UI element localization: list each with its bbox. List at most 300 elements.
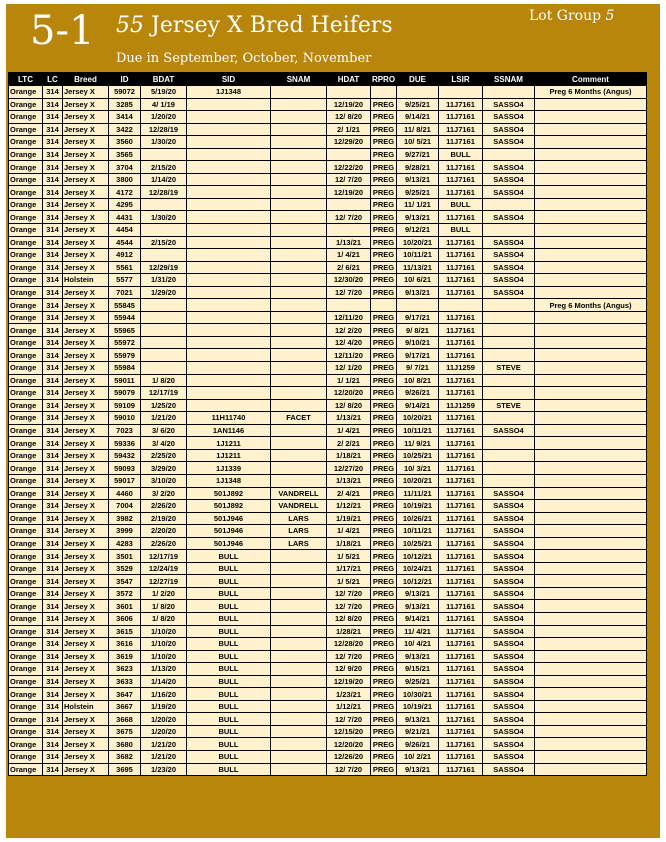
cell-breed: Jersey X [63,638,109,651]
cell-id: 4283 [109,537,141,550]
cell-ssnam: SASSO4 [483,750,535,763]
cell-ltc: Orange [9,349,43,362]
cell-bdat [141,324,187,337]
cell-sid [187,198,271,211]
cell-ssnam [483,449,535,462]
cell-bdat: 12/27/19 [141,575,187,588]
cell-rpro: PREG [371,750,397,763]
table-row [9,123,647,136]
cell-snam [271,650,327,663]
cell-snam [271,387,327,400]
cell-sid: BULL [187,587,271,600]
table-body [9,86,647,776]
title-text: Jersey X Bred Heifers [144,13,393,38]
cell-ltc: Orange [9,688,43,701]
cell-ltc: Orange [9,249,43,262]
cell-ssnam [483,224,535,237]
cell-id: 3999 [109,525,141,538]
cell-snam [271,111,327,124]
cell-snam: FACET [271,412,327,425]
cell-lsir: 11J7161 [439,725,483,738]
table-row [9,249,647,262]
cell-breed: Jersey X [63,562,109,575]
cell-sid [187,123,271,136]
cell-lc: 314 [43,550,63,563]
cell-due: 9/ 7/21 [397,362,439,375]
cell-id: 4460 [109,487,141,500]
cell-lc: 314 [43,437,63,450]
cell-lc: 314 [43,412,63,425]
cell-rpro: PREG [371,449,397,462]
cell-lsir: 11J7161 [439,625,483,638]
cell-rpro: PREG [371,387,397,400]
cell-bdat: 1/16/20 [141,688,187,701]
cell-ltc: Orange [9,123,43,136]
cell-id: 3615 [109,625,141,638]
cell-ltc: Orange [9,550,43,563]
cell-lsir: 11J7161 [439,738,483,751]
table-row [9,173,647,186]
cell-due: 9/10/21 [397,336,439,349]
cell-rpro: PREG [371,362,397,375]
cell-snam [271,738,327,751]
cell-snam: VANDRELL [271,487,327,500]
cell-comment [535,500,647,513]
cell-snam [271,123,327,136]
cell-comment [535,688,647,701]
cell-lsir: 11J7161 [439,324,483,337]
cell-ssnam: SASSO4 [483,738,535,751]
cell-lc: 314 [43,675,63,688]
cell-lsir: 11J7161 [439,750,483,763]
cell-snam [271,750,327,763]
table-row [9,98,647,111]
cell-ssnam: SASSO4 [483,700,535,713]
cell-snam [271,98,327,111]
cell-lsir: 11J7161 [439,763,483,776]
cell-comment [535,274,647,287]
cell-hdat: 12/ 8/20 [327,111,371,124]
cell-rpro: PREG [371,575,397,588]
cell-id: 3601 [109,600,141,613]
cell-breed: Jersey X [63,399,109,412]
cell-rpro: PREG [371,286,397,299]
cell-snam [271,713,327,726]
cell-lc: 314 [43,575,63,588]
cell-hdat: 12/ 7/20 [327,600,371,613]
cell-ssnam: SASSO4 [483,274,535,287]
cell-rpro: PREG [371,525,397,538]
cell-sid [187,362,271,375]
cell-ssnam: SASSO4 [483,512,535,525]
cell-rpro: PREG [371,123,397,136]
cell-comment [535,763,647,776]
cell-ltc: Orange [9,625,43,638]
cell-id: 5561 [109,261,141,274]
cell-rpro: PREG [371,587,397,600]
cell-comment [535,449,647,462]
cell-hdat: 12/22/20 [327,161,371,174]
cell-due: 10/24/21 [397,562,439,575]
cell-rpro: PREG [371,173,397,186]
cell-lsir: 11J7161 [439,374,483,387]
cell-due [397,299,439,312]
cell-hdat [327,224,371,237]
cell-lc: 314 [43,299,63,312]
cell-id: 3422 [109,123,141,136]
cell-ssnam [483,324,535,337]
cell-breed: Jersey X [63,261,109,274]
cell-bdat: 1/31/20 [141,274,187,287]
cell-bdat: 1/21/20 [141,750,187,763]
cell-comment [535,650,647,663]
table-row [9,474,647,487]
cell-ltc: Orange [9,587,43,600]
cell-lc: 314 [43,625,63,638]
cell-hdat: 1/ 4/21 [327,249,371,262]
cell-lsir: 11J7161 [439,587,483,600]
table-row [9,738,647,751]
cell-hdat: 12/30/20 [327,274,371,287]
cell-lc: 314 [43,123,63,136]
cell-ltc: Orange [9,663,43,676]
cell-id: 3560 [109,136,141,149]
cell-lsir [439,86,483,99]
cell-rpro: PREG [371,437,397,450]
cell-rpro: PREG [371,336,397,349]
cell-ssnam [483,148,535,161]
cell-lc: 314 [43,688,63,701]
cell-lsir: 11J7161 [439,525,483,538]
cell-sid: BULL [187,612,271,625]
table-row [9,111,647,124]
cell-due: 10/19/21 [397,700,439,713]
cell-rpro: PREG [371,311,397,324]
table-row [9,713,647,726]
table-row [9,412,647,425]
cell-ssnam: SASSO4 [483,261,535,274]
cell-lsir: 11J7161 [439,562,483,575]
cell-hdat [327,299,371,312]
cell-id: 3675 [109,725,141,738]
cell-sid [187,324,271,337]
cell-bdat: 1/10/20 [141,650,187,663]
cell-due: 11/ 4/21 [397,625,439,638]
cell-ltc: Orange [9,362,43,375]
cell-bdat: 2/15/20 [141,161,187,174]
cell-lsir: 11J7161 [439,349,483,362]
cell-breed: Jersey X [63,650,109,663]
cell-due: 9/26/21 [397,387,439,400]
cell-comment [535,186,647,199]
cell-bdat: 3/29/20 [141,462,187,475]
cell-comment [535,462,647,475]
cell-ssnam: SASSO4 [483,575,535,588]
cell-bdat [141,311,187,324]
cell-lc: 314 [43,136,63,149]
cell-comment: Preg 6 Months (Angus) [535,299,647,312]
cell-lc: 314 [43,186,63,199]
cell-comment [535,261,647,274]
cell-lc: 314 [43,249,63,262]
cell-bdat: 2/25/20 [141,449,187,462]
cell-bdat: 12/17/19 [141,550,187,563]
cell-id: 3668 [109,713,141,726]
table-row [9,700,647,713]
cell-ssnam [483,474,535,487]
cell-ssnam [483,311,535,324]
cell-rpro: PREG [371,186,397,199]
cell-rpro: PREG [371,675,397,688]
cell-lc: 314 [43,725,63,738]
cell-sid: 501J892 [187,500,271,513]
cell-ssnam [483,198,535,211]
cell-rpro: PREG [371,500,397,513]
cell-lc: 314 [43,525,63,538]
cell-ltc: Orange [9,299,43,312]
cell-due: 10/26/21 [397,512,439,525]
cell-sid: 1J1211 [187,437,271,450]
cell-lc: 314 [43,500,63,513]
cell-comment [535,399,647,412]
cell-bdat: 1/19/20 [141,700,187,713]
table-row [9,148,647,161]
cell-ltc: Orange [9,675,43,688]
cell-lc: 314 [43,311,63,324]
cell-hdat [327,86,371,99]
cell-ltc: Orange [9,412,43,425]
cell-bdat: 1/ 8/20 [141,600,187,613]
cell-bdat: 1/14/20 [141,675,187,688]
cell-hdat: 12/ 4/20 [327,336,371,349]
table-row [9,198,647,211]
table-row [9,675,647,688]
cell-rpro: PREG [371,324,397,337]
cell-ssnam [483,412,535,425]
cell-lc: 314 [43,449,63,462]
cell-bdat: 5/19/20 [141,86,187,99]
col-header-id: ID [109,73,141,86]
cell-bdat [141,148,187,161]
cell-bdat: 3/10/20 [141,474,187,487]
cell-bdat: 1/ 8/20 [141,374,187,387]
cell-breed: Jersey X [63,462,109,475]
cell-comment [535,173,647,186]
cell-due: 10/30/21 [397,688,439,701]
cell-breed: Jersey X [63,173,109,186]
cell-id: 55845 [109,299,141,312]
table-row [9,625,647,638]
cell-comment [535,374,647,387]
cell-due: 9/27/21 [397,148,439,161]
cell-sid: 11H11740 [187,412,271,425]
cell-ltc: Orange [9,374,43,387]
cell-id: 4295 [109,198,141,211]
cell-id: 3680 [109,738,141,751]
cell-breed: Jersey X [63,349,109,362]
cell-bdat: 1/ 8/20 [141,612,187,625]
cell-rpro: PREG [371,638,397,651]
cell-hdat: 12/ 7/20 [327,173,371,186]
cell-hdat: 1/ 4/21 [327,424,371,437]
cell-due: 10/12/21 [397,575,439,588]
cell-bdat [141,224,187,237]
cell-breed: Jersey X [63,663,109,676]
cell-due: 10/25/21 [397,537,439,550]
cell-lsir: 11J7161 [439,474,483,487]
cell-due: 10/20/21 [397,474,439,487]
table-row [9,274,647,287]
cell-lsir: 11J7161 [439,713,483,726]
cell-hdat: 1/18/21 [327,537,371,550]
table-row [9,562,647,575]
cell-due: 10/20/21 [397,412,439,425]
cell-due: 9/13/21 [397,211,439,224]
cell-hdat: 12/20/20 [327,738,371,751]
cell-rpro: PREG [371,600,397,613]
cell-id: 3695 [109,763,141,776]
cell-lsir: 11J7161 [439,424,483,437]
table-row [9,650,647,663]
cell-lsir: 11J7161 [439,249,483,262]
cell-id: 3633 [109,675,141,688]
cell-ssnam: SASSO4 [483,173,535,186]
cell-breed: Jersey X [63,575,109,588]
table-row [9,587,647,600]
cell-due: 10/ 3/21 [397,462,439,475]
cell-sid [187,98,271,111]
cell-comment [535,123,647,136]
cell-hdat: 1/19/21 [327,512,371,525]
cell-hdat: 12/19/20 [327,675,371,688]
cell-breed: Jersey X [63,249,109,262]
cell-breed: Jersey X [63,161,109,174]
cell-lc: 314 [43,198,63,211]
table-row [9,537,647,550]
lot-group-number: 5 [605,8,615,24]
cell-bdat [141,198,187,211]
cell-id: 3647 [109,688,141,701]
cell-sid: BULL [187,638,271,651]
cell-sid [187,136,271,149]
cell-bdat: 2/20/20 [141,525,187,538]
cell-snam [271,336,327,349]
cell-hdat: 1/28/21 [327,625,371,638]
cell-id: 3704 [109,161,141,174]
cell-rpro: PREG [371,249,397,262]
cell-hdat: 12/11/20 [327,311,371,324]
cell-ssnam: SASSO4 [483,625,535,638]
cell-sid [187,186,271,199]
cell-ssnam: SASSO4 [483,763,535,776]
cell-hdat: 12/15/20 [327,725,371,738]
cell-comment [535,725,647,738]
cell-lc: 314 [43,173,63,186]
cell-id: 7004 [109,500,141,513]
cell-bdat [141,336,187,349]
cell-rpro: PREG [371,236,397,249]
cell-snam [271,638,327,651]
cell-hdat: 12/ 7/20 [327,650,371,663]
table-row [9,224,647,237]
cell-breed: Jersey X [63,224,109,237]
cell-comment [535,738,647,751]
page-title [116,13,393,38]
table-row [9,500,647,513]
cell-ssnam: SASSO4 [483,111,535,124]
cell-due: 9/14/21 [397,399,439,412]
cell-hdat: 12/20/20 [327,387,371,400]
cell-comment [535,387,647,400]
cell-lsir: 11J1259 [439,399,483,412]
table-row [9,236,647,249]
cell-lsir: 11J7161 [439,437,483,450]
cell-breed: Jersey X [63,136,109,149]
cell-hdat: 12/ 2/20 [327,324,371,337]
cell-breed: Holstein [63,700,109,713]
lot-group-label: Lot Group [529,8,606,24]
cell-comment [535,612,647,625]
cell-rpro: PREG [371,562,397,575]
cell-due: 10/ 4/21 [397,638,439,651]
cell-ssnam [483,86,535,99]
table-row [9,336,647,349]
col-header-lsir: LSIR [439,73,483,86]
cell-hdat: 12/ 1/20 [327,362,371,375]
cell-snam [271,274,327,287]
cell-breed: Jersey X [63,324,109,337]
col-header-comment: Comment [535,73,647,86]
cell-sid [187,261,271,274]
cell-lsir: 11J7161 [439,688,483,701]
cell-bdat: 1/29/20 [141,286,187,299]
cell-ltc: Orange [9,512,43,525]
cell-ltc: Orange [9,86,43,99]
cell-rpro: PREG [371,224,397,237]
cell-id: 7023 [109,424,141,437]
cell-bdat: 1/10/20 [141,625,187,638]
cell-sid [187,286,271,299]
cell-breed: Jersey X [63,487,109,500]
cell-lc: 314 [43,274,63,287]
cell-sid: BULL [187,600,271,613]
cell-lc: 314 [43,424,63,437]
cell-ssnam: SASSO4 [483,98,535,111]
cell-due: 9/17/21 [397,311,439,324]
cell-rpro: PREG [371,487,397,500]
col-header-rpro: RPRO [371,74,396,84]
table-row [9,362,647,375]
cell-id: 59011 [109,374,141,387]
cell-hdat: 2/ 6/21 [327,261,371,274]
cell-bdat: 1/20/20 [141,725,187,738]
table-row [9,324,647,337]
cell-hdat: 1/ 5/21 [327,550,371,563]
cell-breed: Jersey X [63,750,109,763]
cell-bdat: 12/29/19 [141,261,187,274]
cell-sid: 1J1211 [187,449,271,462]
cell-lsir: 11J7161 [439,123,483,136]
cell-ssnam: STEVE [483,399,535,412]
cell-due: 11/13/21 [397,261,439,274]
cell-sid: 1AN1146 [187,424,271,437]
cell-snam [271,688,327,701]
cell-hdat: 12/ 7/20 [327,211,371,224]
cell-comment [535,286,647,299]
cell-comment [535,349,647,362]
cell-comment [535,412,647,425]
cell-breed: Jersey X [63,98,109,111]
